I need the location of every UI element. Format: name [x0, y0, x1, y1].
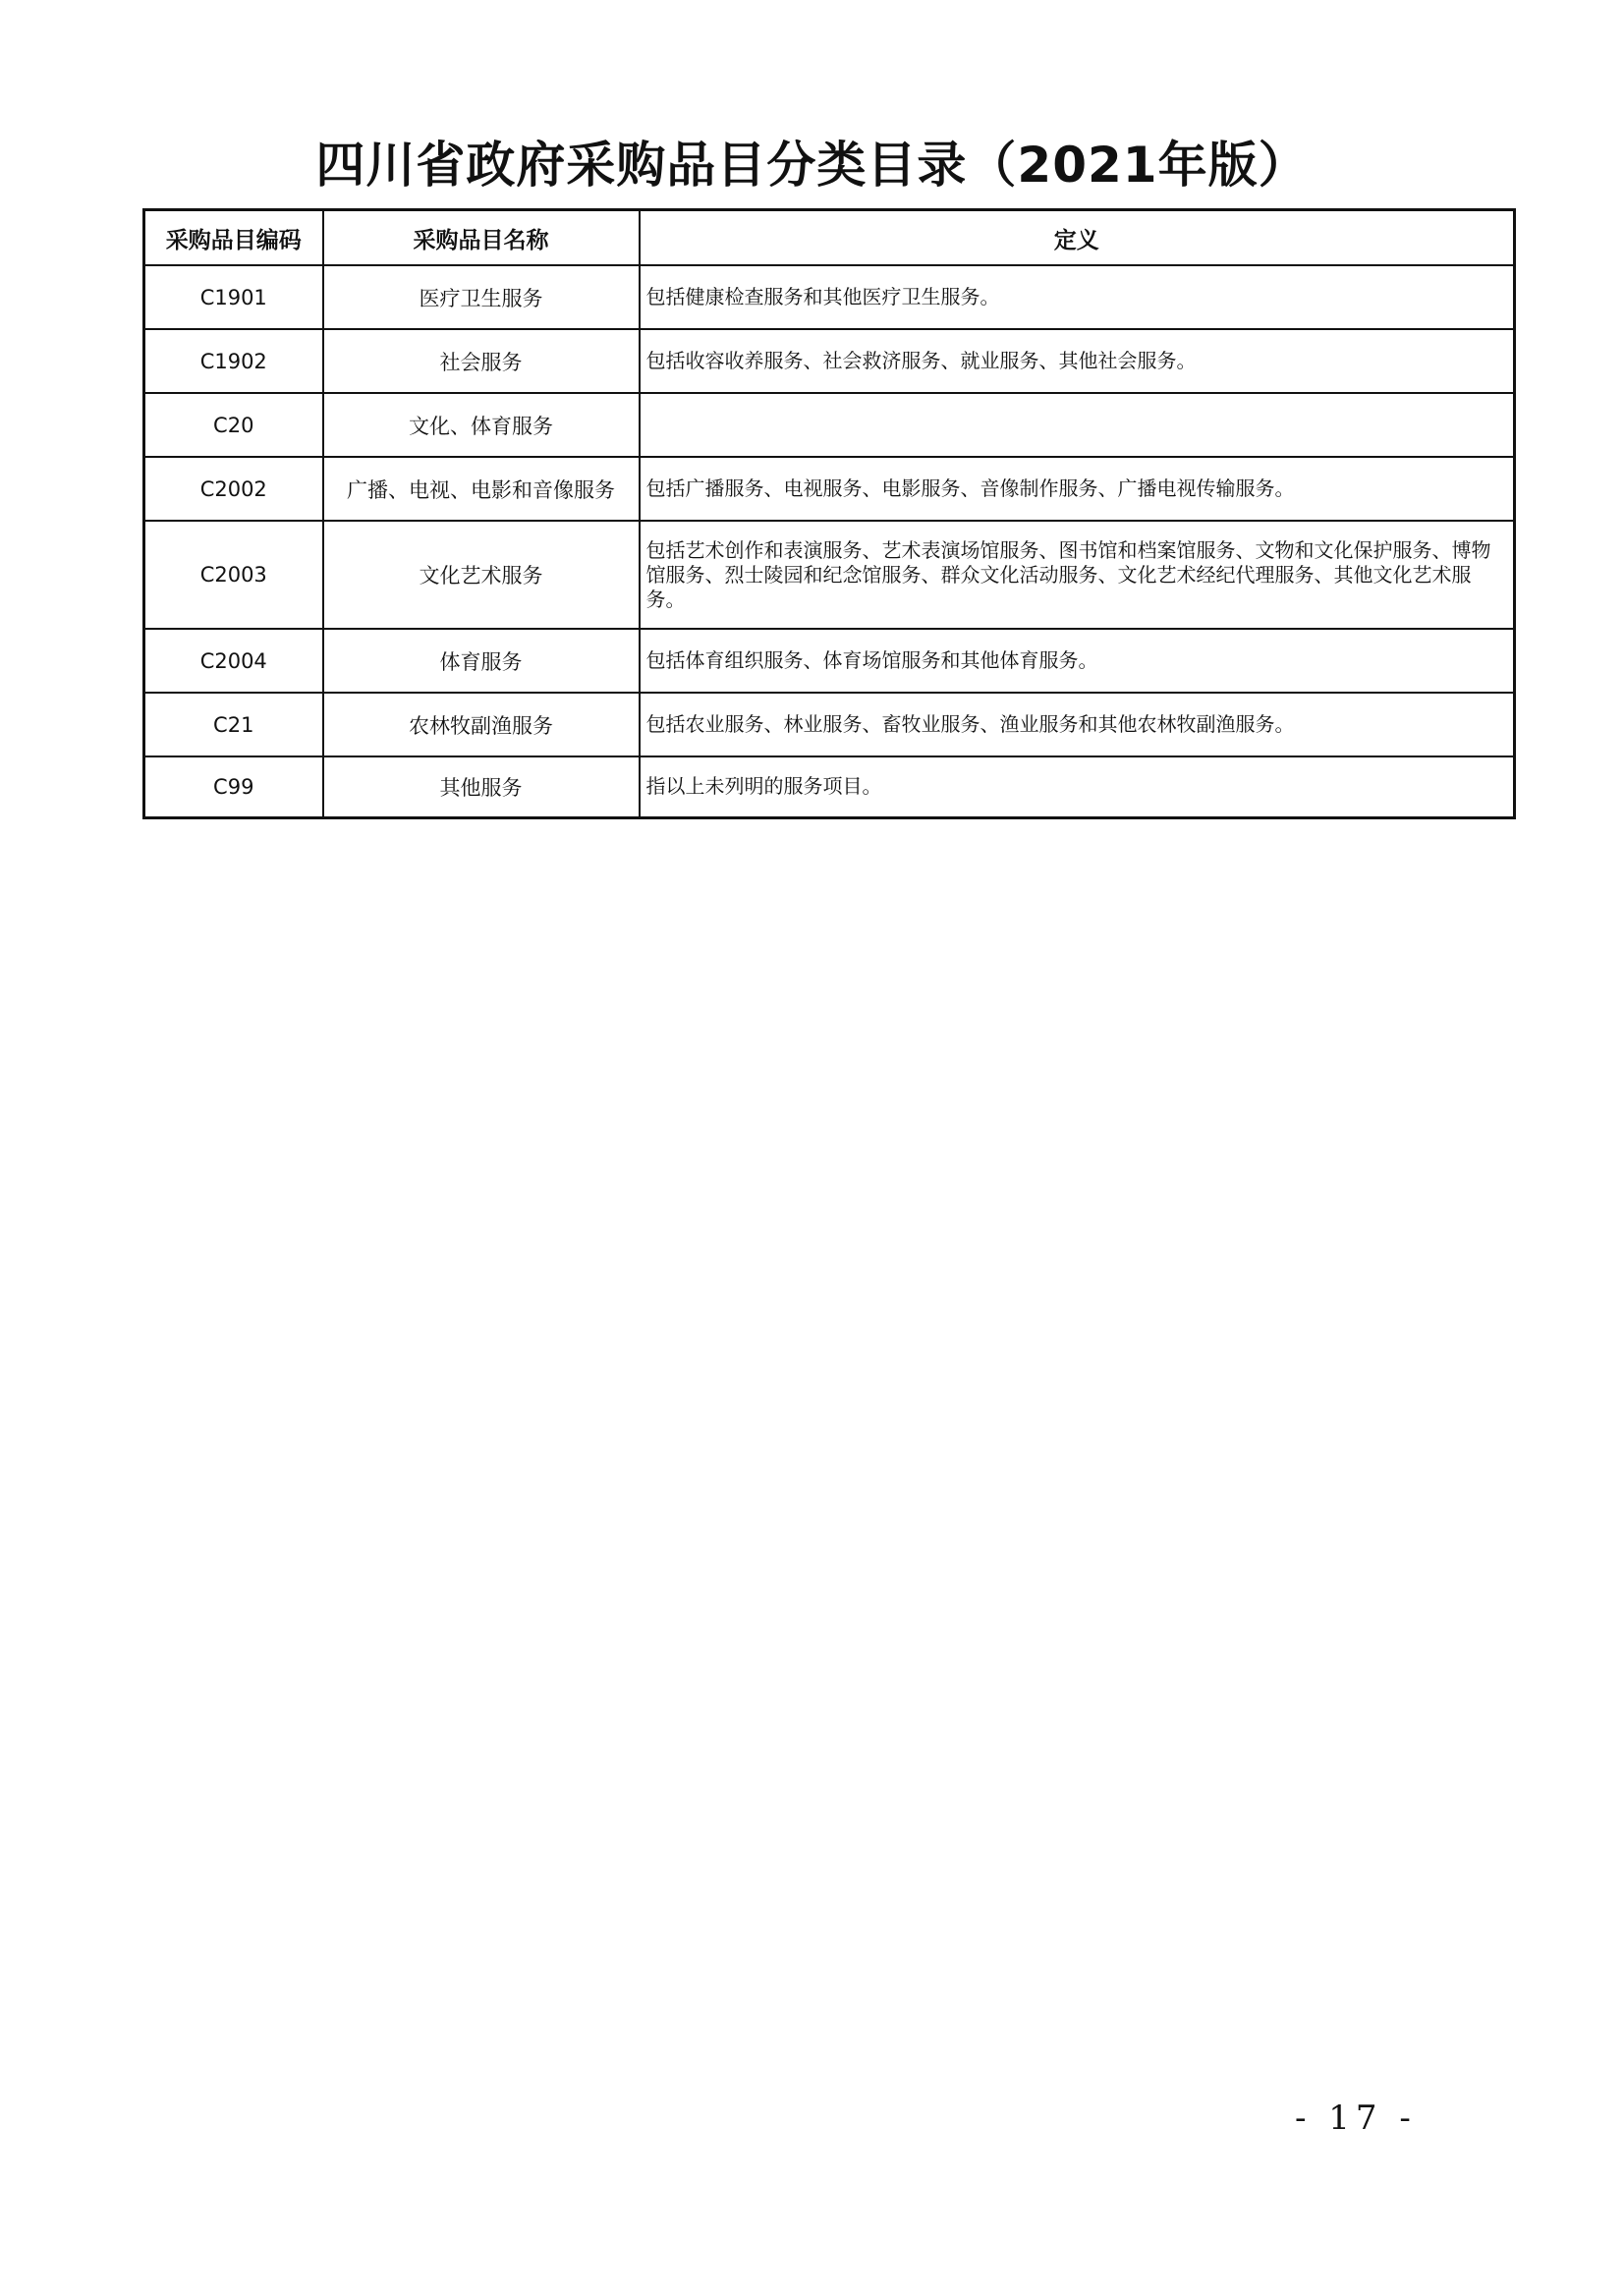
table-header-row [144, 210, 1515, 266]
table-row [144, 329, 1515, 393]
table-row [144, 457, 1515, 521]
cell-name: 医疗卫生服务 [323, 265, 640, 329]
procurement-catalog-table [142, 208, 1516, 819]
cell-name: 农林牧副渔服务 [323, 693, 640, 756]
cell-definition: 指以上未列明的服务项目。 [640, 756, 1515, 817]
cell-definition [640, 393, 1515, 457]
cell-code: C1901 [144, 265, 323, 329]
table-row [144, 756, 1515, 817]
cell-name: 社会服务 [323, 329, 640, 393]
cell-name: 其他服务 [323, 756, 640, 817]
table-row [144, 393, 1515, 457]
table-row [144, 629, 1515, 693]
cell-code: C1902 [144, 329, 323, 393]
cell-definition: 包括艺术创作和表演服务、艺术表演场馆服务、图书馆和档案馆服务、文物和文化保护服务、博物馆服务、烈士陵园和纪念馆服务、群众文化活动服务、文化艺术经纪代理服务、其他文化艺术服务。 [640, 521, 1515, 629]
cell-code: C2004 [144, 629, 323, 693]
header-definition: 定义 [640, 210, 1515, 266]
cell-definition: 包括农业服务、林业服务、畜牧业服务、渔业服务和其他农林牧副渔服务。 [640, 693, 1515, 756]
table-row [144, 265, 1515, 329]
table-row [144, 521, 1515, 629]
cell-code: C2002 [144, 457, 323, 521]
table-row [144, 693, 1515, 756]
cell-name: 文化、体育服务 [323, 393, 640, 457]
cell-definition: 包括健康检查服务和其他医疗卫生服务。 [640, 265, 1515, 329]
cell-definition: 包括收容收养服务、社会救济服务、就业服务、其他社会服务。 [640, 329, 1515, 393]
page-number: - 17 - [1295, 2099, 1417, 2138]
cell-code: C2003 [144, 521, 323, 629]
cell-code: C20 [144, 393, 323, 457]
cell-code: C99 [144, 756, 323, 817]
page-title: 四川省政府采购品目分类目录（2021年版） [315, 137, 1309, 194]
cell-name: 体育服务 [323, 629, 640, 693]
header-code: 采购品目编码 [144, 210, 323, 266]
header-name: 采购品目名称 [323, 210, 640, 266]
cell-definition: 包括广播服务、电视服务、电影服务、音像制作服务、广播电视传输服务。 [640, 457, 1515, 521]
cell-name: 文化艺术服务 [323, 521, 640, 629]
cell-code: C21 [144, 693, 323, 756]
cell-definition: 包括体育组织服务、体育场馆服务和其他体育服务。 [640, 629, 1515, 693]
cell-name: 广播、电视、电影和音像服务 [323, 457, 640, 521]
